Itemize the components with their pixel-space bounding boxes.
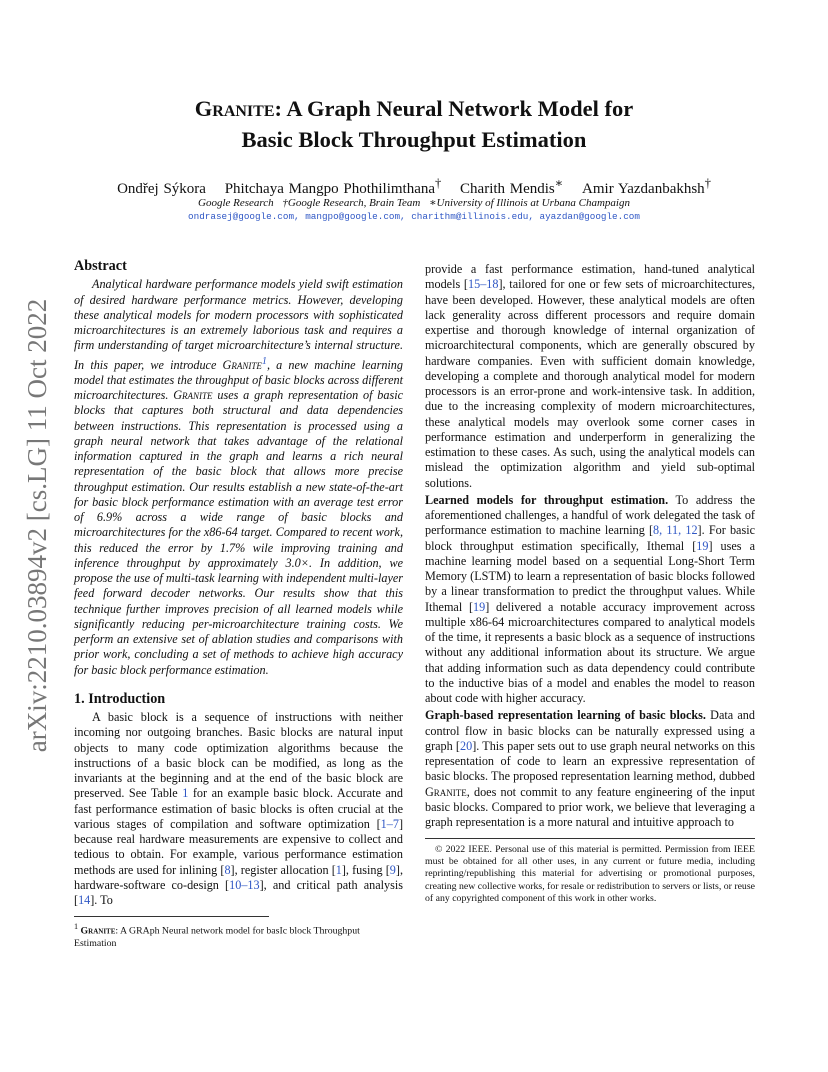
author: Ondřej Sýkora <box>117 181 206 197</box>
citation-link[interactable]: 15–18 <box>468 277 499 292</box>
left-column <box>74 259 403 950</box>
intro-text: A basic block is a sequence of instructions with neither incoming nor outgoing branches. Basic blocks are natural input objects to many code optimization algorithms because the instructions of a basic block can be modified, as long as the invariants at the beginning and at the end of the basic block are preserved. See Table 1 for an example basic block. Accurate and fast performance estimation of basic blocks is often crucial at the various stages of compilation and software optimization [1–7] because real hardware measurements are expensive to collect and tedious to obtain. For example, various performance estimation methods are used for inlining [8], register allocation [1], fusing [9], hardware-software co-design [10–13], and critical path analysis [14]. To <box>74 710 404 908</box>
affiliation: Google Research <box>198 197 274 209</box>
title-line1: : A Graph Neural Network Model for <box>274 96 634 121</box>
affiliations <box>0 196 828 209</box>
right-column <box>425 262 755 905</box>
author: Amir Yazdanbakhsh† <box>582 176 711 197</box>
citation-link[interactable]: 20 <box>460 738 473 753</box>
copyright-notice: © 2022 IEEE. Personal use of this material is permitted. Permission from IEEE must be obtained for all other uses, in any current or future media, including reprinting/republishing this material for advertising or promotional purposes, creating new collective works, for resale or redistribution to servers or lists, or reuse of any copyrighted component of this work in other works. <box>425 844 755 904</box>
citation-link[interactable]: 1–7 <box>380 816 399 831</box>
footnote: $^1$ Granite: A GRAph Neural network model for basIc block Throughput Estimation <box>74 922 360 949</box>
citation-link[interactable]: 9 <box>389 862 396 877</box>
citation-link[interactable]: 1 <box>335 862 342 877</box>
paragraph: Graph-based representation learning of basic blocks. Data and control flow in basic blocks can be naturally expressed using a graph [20]. This paper sets out to use graph neural networks on this representation of code to learn an expressive representation of basic blocks. The proposed representation learning method, dubbed Granite, does not commit to any feature engineering of the input basic blocks. Compared to prior work, we believe that leveraging a graph representation is a more natural and intuitive approach to <box>425 708 756 829</box>
abstract-text: Analytical hardware performance models yield swift estimation of desired hardware performance metrics. However, developing these analytical models for modern processors with sophisticated microarchitectures is an extremely laborious task and requires a firm understanding of target microarchitecture’s internal structure. In this paper, we introduce Granite$^1$, a new machine learning model that estimates the throughput of basic blocks across different microarchitectures. Granite uses a graph representation of basic blocks that captures both structural and data dependencies between instructions. This representation is processed using a graph neural network that takes advantage of the relational information captured in the graph and learns a rich neural representation of the basic block that allows more precise throughput estimation. Our results establish a new state-of-the-art for basic block performance estimation with an average test error of 6.9% across a wide range of basic blocks and microarchitectures for the x86-64 target. Compared to recent work, this reduced the error by 1.7% wile improving training and inference throughput by approximately 3.0×. In addition, we propose the use of multi-task learning with independent multi-layer feed forward decoder networks. Our results show that this technique further improves precision of all learned models while significantly reducing per-microarchitecture training costs. We perform an extensive set of ablation studies and comparisons with prior work, concluding a set of methods to achieve high accuracy for basic block performance estimation. <box>74 277 403 677</box>
paragraph-heading: Learned models for throughput estimation. <box>425 492 669 507</box>
footnote-link[interactable]: 1 <box>261 355 267 367</box>
paragraph: provide a fast performance estimation, hand-tuned analytical models [15–18], tailored for one or few sets of microarchitectures, have been developed. However, these analytical models are often lack generality across different processors and require domain expertise and thorough knowledge of internal organization of microarchitectural components, which are generally obscured by hardware companies. Even with sufficient domain knowledge, developing a complete and thorough analytical model for modern processors is an error-prone and work-intensive task. In addition, due to the increasing complexity of modern microarchitectures, these analytical models may overlook some corner cases in performance estimation and underperform in generalizing the estimation to these cases. As such, using the analytical models can mislead the optimization algorithm and yield sub-optimal solutions. <box>425 262 756 490</box>
citation-link[interactable]: 1 <box>182 786 189 801</box>
paragraph-heading: Graph-based representation learning of basic blocks. <box>425 708 706 723</box>
citation-link[interactable]: 19 <box>696 538 709 553</box>
arxiv-identifier <box>18 290 58 760</box>
author: Phitchaya Mangpo Phothilimthana† <box>224 176 442 197</box>
citation-link[interactable]: 14 <box>78 893 91 908</box>
citation-link[interactable]: 8 <box>224 862 231 877</box>
author-list <box>0 175 828 198</box>
abstract-heading: Abstract <box>74 258 127 274</box>
citation-link[interactable]: 8, 11, 12 <box>653 523 698 538</box>
author: Charith Mendis∗ <box>460 176 564 197</box>
affiliation: ∗University of Illinois at Urbana Champaign <box>429 197 630 209</box>
citation-link[interactable]: 10–13 <box>229 877 260 892</box>
intro-heading: 1. Introduction <box>74 690 166 707</box>
paper-title <box>0 93 828 155</box>
title-line2: Basic Block Throughput Estimation <box>241 127 587 152</box>
author-emails[interactable]: ondrasej@google.com, mangpo@google.com, charithm@illinois.edu, ayazdan@google.com <box>188 211 640 222</box>
footnote-divider <box>74 916 269 917</box>
copyright-divider <box>425 838 755 839</box>
paragraph: Learned models for throughput estimation. To address the aforementioned challenges, a handful of work delegated the task of performance estimation to machine learning [8, 11, 12]. For basic block throughput estimation specifically, Ithemal [19] uses a machine learning model based on a sequential Long-Short Term Memory (LSTM) to learn a representation of basic blocks followed by a linear transformation to predict the throughput values. While Ithemal [19] delivered a notable accuracy improvement across multiple x86-64 microarchitectures compared to analytical models of the time, it represents a basic block as a sequence of instructions without any additional information about its structure. We argue that adding information such as data dependency could contribute to the inductive bias of a model and enables the model to reason about code with higher accuracy. <box>425 492 755 705</box>
citation-link[interactable]: 19 <box>473 599 486 614</box>
title-name: Granite <box>194 96 275 121</box>
arxiv-id-text: arXiv:2210.03894v2 [cs.LG] 11 Oct 2022 <box>22 298 53 752</box>
affiliation: †Google Research, Brain Team <box>282 197 421 209</box>
